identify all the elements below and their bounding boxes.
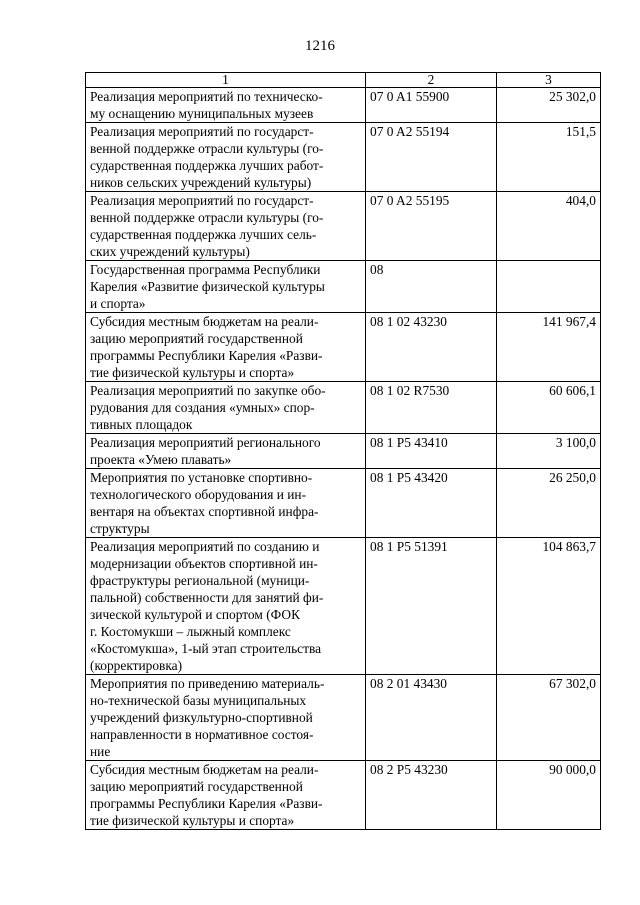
row-code: 07 0 A1 55900 <box>366 88 497 123</box>
table-row <box>86 469 601 538</box>
row-code: 07 0 A2 55194 <box>366 123 497 192</box>
row-amount: 25 302,0 <box>497 88 601 123</box>
row-name: Субсидия местным бюджетам на реали- зацию мероприятий государственной программы Республики Карелия «Разви- тие физической культуры и спорта» <box>86 313 366 382</box>
table-row <box>86 382 601 434</box>
row-name: Реализация мероприятий по государст- венной поддержке отрасли культуры (го- сударственная поддержка лучших сель- ских учреждений культуры) <box>86 192 366 261</box>
row-code: 08 2 01 43430 <box>366 675 497 761</box>
table-row <box>86 761 601 830</box>
row-name: Государственная программа Республики Карелия «Развитие физической культуры и спорта» <box>86 261 366 313</box>
row-name: Реализация мероприятий по созданию и модернизации объектов спортивной ин- фраструктуры региональной (муници- пальной) собственности для занятий фи- зической культурой и спортом (ФОК г. Костомукши – лыжный комплекс «Костомукша», 1-ый этап строительства (корректировка) <box>86 538 366 675</box>
table-row <box>86 261 601 313</box>
row-amount: 67 302,0 <box>497 675 601 761</box>
row-amount: 60 606,1 <box>497 382 601 434</box>
table-row <box>86 192 601 261</box>
row-amount: 404,0 <box>497 192 601 261</box>
row-amount: 26 250,0 <box>497 469 601 538</box>
column-header-1: 1 <box>86 73 366 88</box>
budget-table <box>85 72 601 830</box>
row-amount: 151,5 <box>497 123 601 192</box>
row-amount: 3 100,0 <box>497 434 601 469</box>
row-name: Реализация мероприятий регионального проекта «Умею плавать» <box>86 434 366 469</box>
row-name: Мероприятия по установке спортивно- технологического оборудования и ин- вентаря на объектах спортивной инфра- структуры <box>86 469 366 538</box>
row-code: 08 1 P5 51391 <box>366 538 497 675</box>
column-header-3: 3 <box>497 73 601 88</box>
page-number: 1216 <box>305 38 335 54</box>
row-name: Реализация мероприятий по техническо- му оснащению муниципальных музеев <box>86 88 366 123</box>
row-name: Мероприятия по приведению материаль- но-технической базы муниципальных учреждений физкультурно-спортивной направленности в нормативное состоя- ние <box>86 675 366 761</box>
row-code: 08 <box>366 261 497 313</box>
row-name: Реализация мероприятий по закупке обо- рудования для создания «умных» спор- тивных площадок <box>86 382 366 434</box>
table-row <box>86 88 601 123</box>
table-row <box>86 434 601 469</box>
table-row <box>86 123 601 192</box>
row-name: Субсидия местным бюджетам на реали- зацию мероприятий государственной программы Республики Карелия «Разви- тие физической культуры и спорта» <box>86 761 366 830</box>
row-code: 07 0 A2 55195 <box>366 192 497 261</box>
table-row <box>86 675 601 761</box>
row-code: 08 1 02 R7530 <box>366 382 497 434</box>
column-header-2: 2 <box>366 73 497 88</box>
row-code: 08 1 P5 43410 <box>366 434 497 469</box>
table-header-row <box>86 73 601 88</box>
row-code: 08 1 P5 43420 <box>366 469 497 538</box>
row-amount: 141 967,4 <box>497 313 601 382</box>
row-amount <box>497 261 601 313</box>
row-amount: 104 863,7 <box>497 538 601 675</box>
row-name: Реализация мероприятий по государст- венной поддержке отрасли культуры (го- сударственная поддержка лучших работ- ников сельских учреждений культуры) <box>86 123 366 192</box>
row-code: 08 1 02 43230 <box>366 313 497 382</box>
row-amount: 90 000,0 <box>497 761 601 830</box>
table-row <box>86 538 601 675</box>
row-code: 08 2 P5 43230 <box>366 761 497 830</box>
table-row <box>86 313 601 382</box>
